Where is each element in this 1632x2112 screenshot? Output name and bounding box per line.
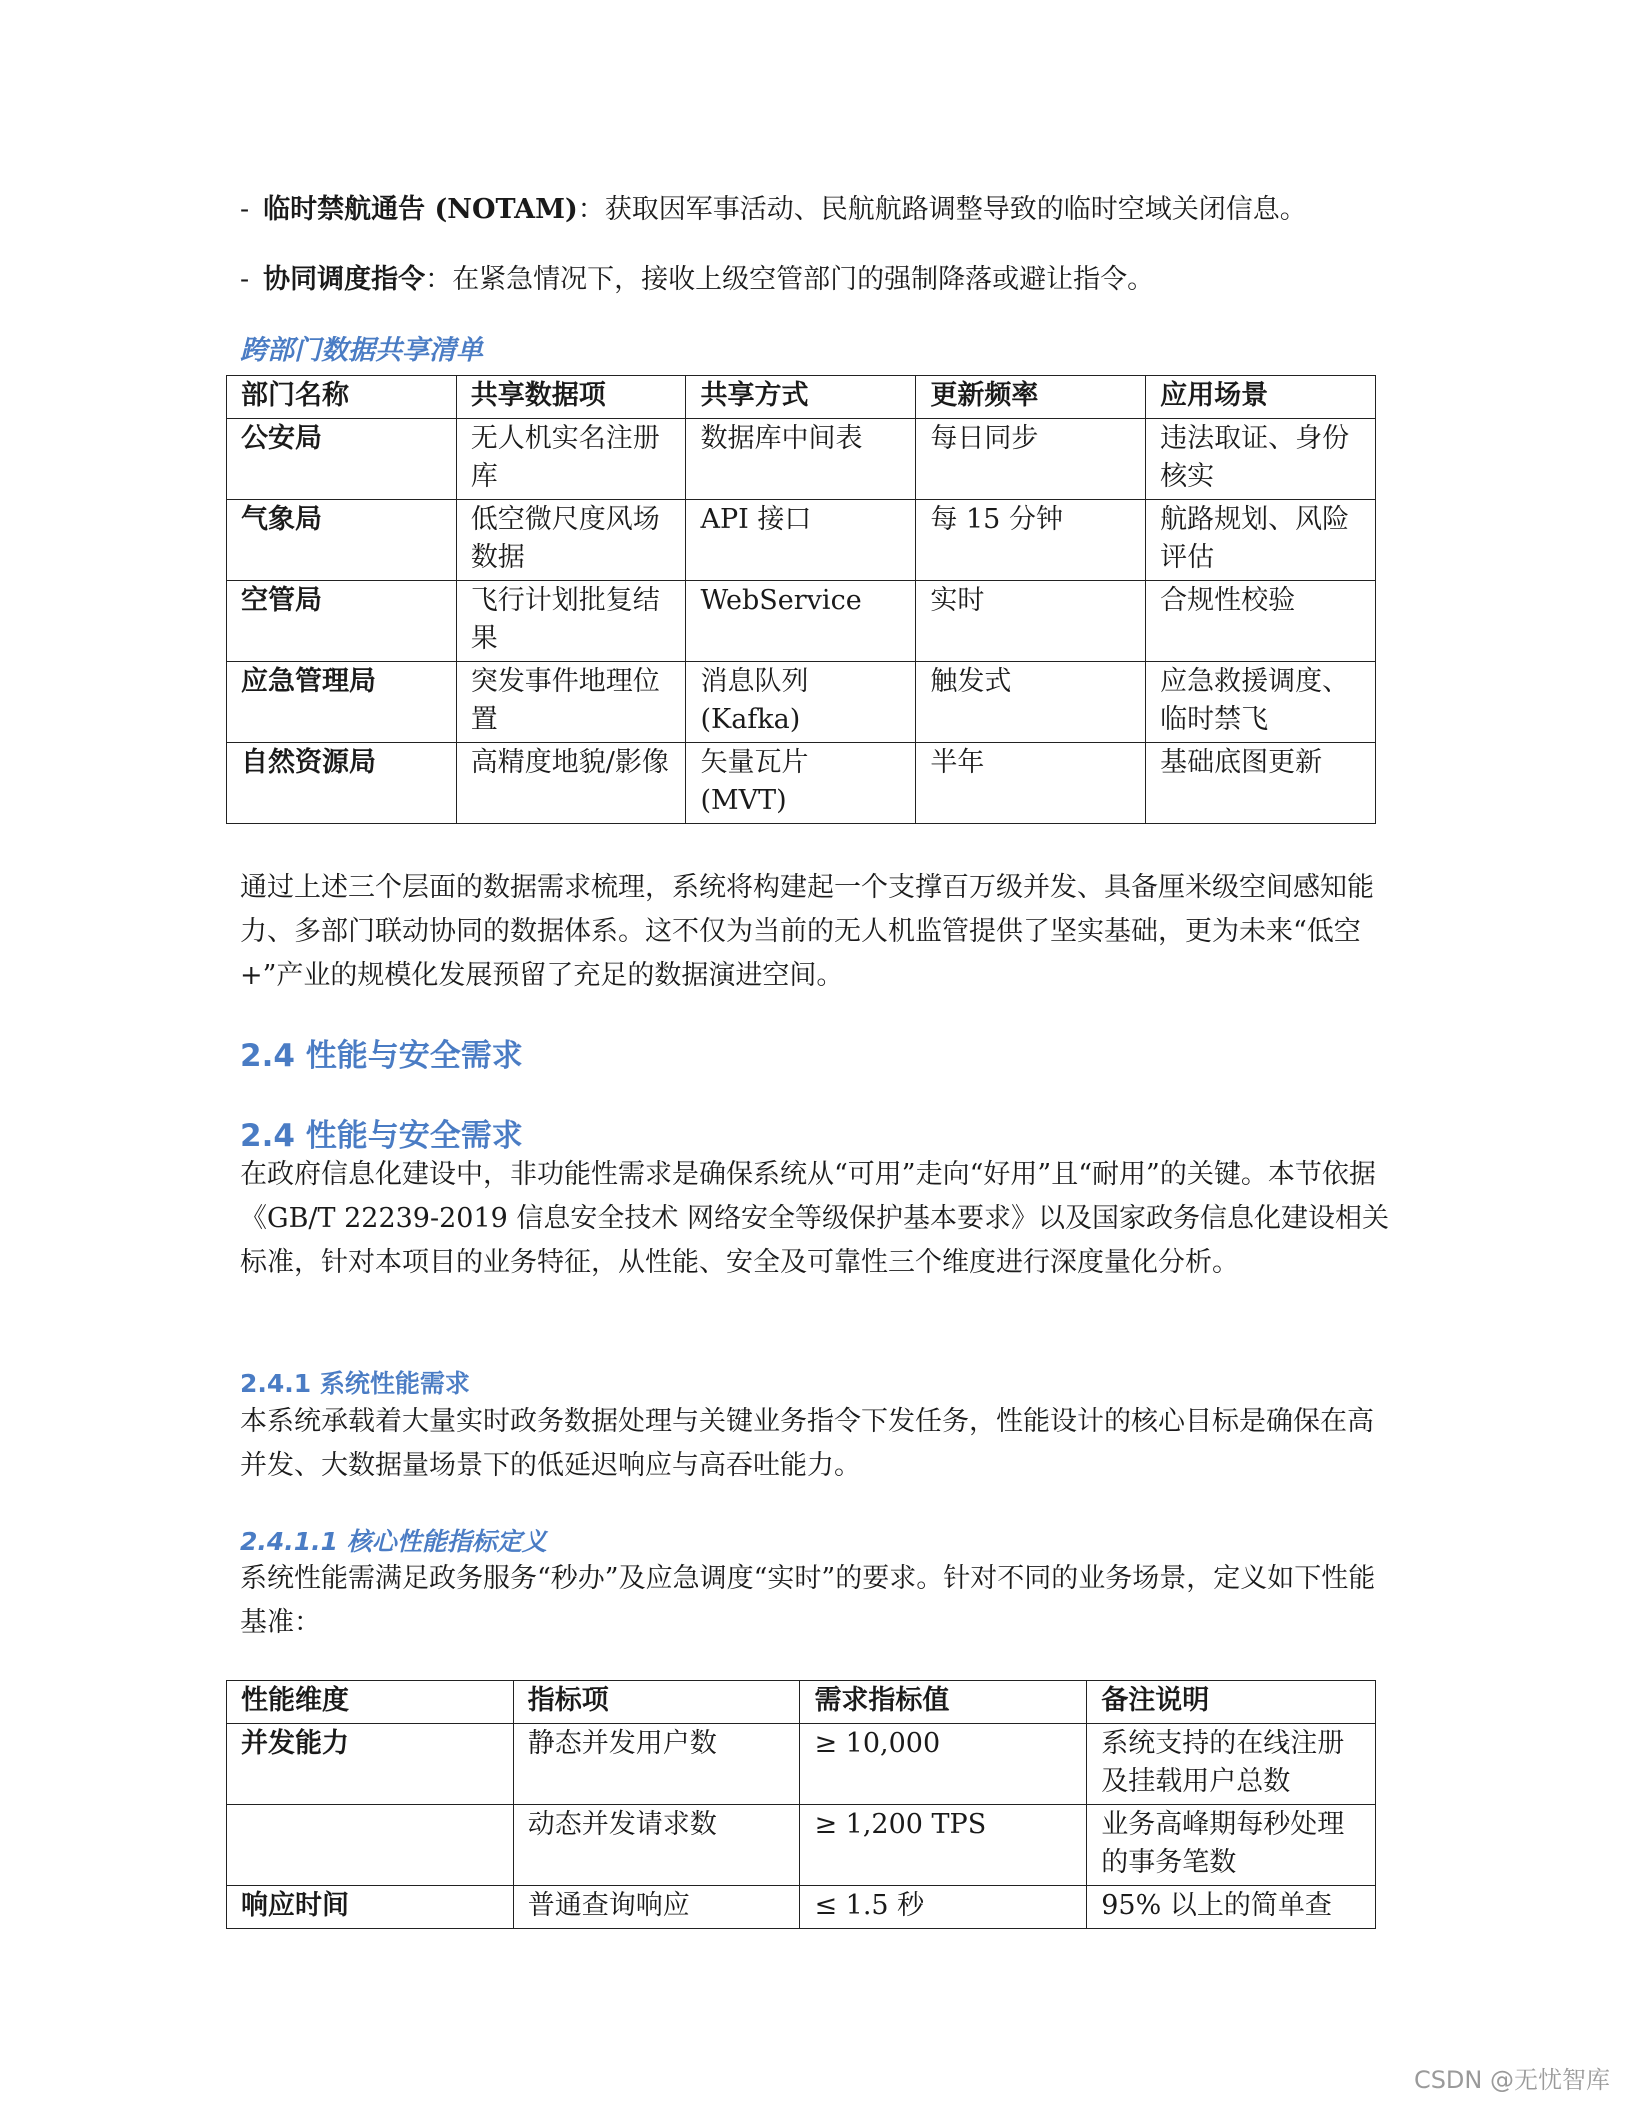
bullet-text: ：在紧急情况下，接收上级空管部门的强制降落或避让指令。 (425, 264, 1155, 295)
table-cell: 业务高峰期每秒处理的事务笔数 (1087, 1805, 1376, 1886)
table-cell: 飞行计划批复结果 (456, 581, 686, 662)
header-cell: 需求指标值 (800, 1681, 1087, 1724)
header-cell: 备注说明 (1087, 1681, 1376, 1724)
bullet-term: 临时禁航通告 (NOTAM) (263, 194, 578, 225)
performance-table (226, 1680, 1376, 1929)
table-cell: 响应时间 (227, 1886, 514, 1929)
table-row (227, 1724, 1376, 1805)
bullet-dispatch: - 协同调度指令：在紧急情况下，接收上级空管部门的强制降落或避让指令。 (240, 264, 1155, 295)
table-cell: 触发式 (916, 662, 1146, 743)
table-row (227, 1805, 1376, 1886)
table-cell: 基础底图更新 (1146, 743, 1376, 824)
benchmark-paragraph: 系统性能需满足政务服务“秒办”及应急调度“实时”的要求。针对不同的业务场景，定义如下性能基准： (240, 1563, 1376, 1638)
csdn-watermark: CSDN @无忧智库 (1413, 2066, 1610, 2094)
table-cell: 低空微尺度风场数据 (456, 500, 686, 581)
table-row (227, 419, 1376, 500)
header-cell: 共享方式 (686, 376, 916, 419)
table-cell: ≥ 1,200 TPS (800, 1805, 1087, 1886)
table-cell: 半年 (916, 743, 1146, 824)
table-cell: 气象局 (227, 500, 457, 581)
section-heading: 2.4 性能与安全需求 (240, 1118, 523, 1154)
table-cell: 每日同步 (916, 419, 1146, 500)
table-header-row (227, 376, 1376, 419)
table-cell: 系统支持的在线注册及挂载用户总数 (1087, 1724, 1376, 1805)
table-row (227, 581, 1376, 662)
header-cell: 指标项 (513, 1681, 800, 1724)
table-row (227, 1886, 1376, 1929)
subsection-heading: 2.4.1 系统性能需求 (240, 1369, 470, 1398)
header-cell: 应用场景 (1146, 376, 1376, 419)
header-cell: 共享数据项 (456, 376, 686, 419)
header-cell: 更新频率 (916, 376, 1146, 419)
table-cell: 静态并发用户数 (513, 1724, 800, 1805)
table-cell: 无人机实名注册库 (456, 419, 686, 500)
table-cell: ≥ 10,000 (800, 1724, 1087, 1805)
table-row (227, 500, 1376, 581)
table-cell (227, 1805, 514, 1886)
table-cell: 合规性校验 (1146, 581, 1376, 662)
table-cell: 并发能力 (227, 1724, 514, 1805)
table-header-row (227, 1681, 1376, 1724)
table-cell: 应急救援调度、临时禁飞 (1146, 662, 1376, 743)
table-cell: 数据库中间表 (686, 419, 916, 500)
table-cell: 高精度地貌/影像 (456, 743, 686, 824)
table-row (227, 743, 1376, 824)
intro-paragraph: 在政府信息化建设中，非功能性需求是确保系统从“可用”走向“好用”且“耐用”的关键。本节依据《GB/T 22239-2019 信息安全技术 网络安全等级保护基本要求》以及国家政务信息化建设相关标准，针对本项目的业务特征，从性能、安全及可靠性三个维度进行深度量化分析。 (240, 1159, 1389, 1278)
table-cell: 每 15 分钟 (916, 500, 1146, 581)
bullet-term: 协同调度指令 (263, 264, 426, 295)
table-cell: ≤ 1.5 秒 (800, 1886, 1087, 1929)
bullet-notam: - 临时禁航通告 (NOTAM)：获取因军事活动、民航航路调整导致的临时空域关闭信息。 (240, 194, 1307, 225)
table-cell: 矢量瓦片 (MVT) (686, 743, 916, 824)
table-cell: 应急管理局 (227, 662, 457, 743)
header-cell: 性能维度 (227, 1681, 514, 1724)
table-caption: 跨部门数据共享清单 (240, 335, 483, 366)
table-cell: 违法取证、身份核实 (1146, 419, 1376, 500)
bullet-text: ：获取因军事活动、民航航路调整导致的临时空域关闭信息。 (577, 194, 1307, 225)
header-cell: 部门名称 (227, 376, 457, 419)
table-cell: 95% 以上的简单查 (1087, 1886, 1376, 1929)
section-heading: 2.4 性能与安全需求 (240, 1038, 523, 1074)
performance-paragraph: 本系统承载着大量实时政务数据处理与关键业务指令下发任务，性能设计的核心目标是确保在高并发、大数据量场景下的低延迟响应与高吞吐能力。 (240, 1406, 1374, 1481)
data-share-table (226, 375, 1376, 824)
table-cell: 实时 (916, 581, 1146, 662)
table-cell: 自然资源局 (227, 743, 457, 824)
table-cell: 消息队列 (Kafka) (686, 662, 916, 743)
table-cell: 空管局 (227, 581, 457, 662)
table-cell: 普通查询响应 (513, 1886, 800, 1929)
table-cell: 动态并发请求数 (513, 1805, 800, 1886)
table-cell: API 接口 (686, 500, 916, 581)
table-cell: WebService (686, 581, 916, 662)
table-cell: 航路规划、风险评估 (1146, 500, 1376, 581)
table-cell: 突发事件地理位置 (456, 662, 686, 743)
table-row (227, 662, 1376, 743)
summary-paragraph: 通过上述三个层面的数据需求梳理，系统将构建起一个支撑百万级并发、具备厘米级空间感知能力、多部门联动协同的数据体系。这不仅为当前的无人机监管提供了坚实基础，更为未来“低空+”产业的规模化发展预留了充足的数据演进空间。 (240, 872, 1374, 991)
subsubsection-heading: 2.4.1.1 核心性能指标定义 (240, 1527, 547, 1556)
table-cell: 公安局 (227, 419, 457, 500)
